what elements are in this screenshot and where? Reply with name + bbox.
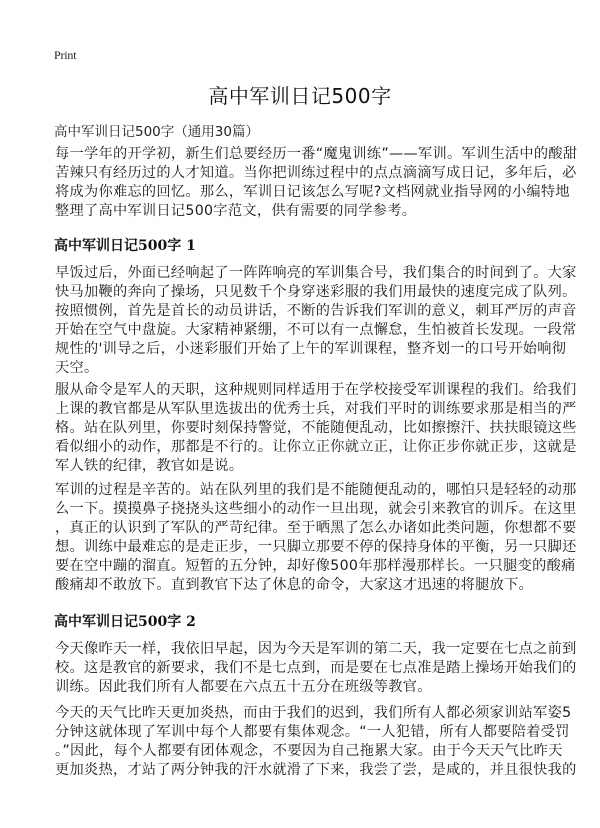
document-title: 高中军训日记500字 — [208, 84, 392, 108]
section-2-paragraph-1 — [55, 640, 577, 697]
text-line: 。”因此，每个人都要有团体观念，不要因为自己拖累大家。由于今天天气比昨天 — [55, 743, 563, 759]
section-1-paragraph-2 — [55, 381, 577, 476]
section-heading-1: 高中军训日记500字 1 — [54, 238, 196, 254]
text-line: 校。这是教官的新要求，我们不是七点到，而是要在七点准是踏上操场开始我们的 — [55, 660, 577, 676]
text-line: 苦辣只有经历过的人才知道。当你把训练过程中的点点滴滴写成日记，多年后，必 — [55, 165, 577, 181]
print-label: Print — [54, 48, 77, 62]
text-line: 更加炎热，才站了两分钟我的汗水就滑了下来，我尝了尝，是咸的，并且很快我的 — [55, 762, 577, 778]
text-line: 快马加鞭的奔向了操场，只见数千个身穿迷彩服的我们用最快的速度完成了队列。 — [55, 284, 577, 300]
section-1-paragraph-1 — [55, 264, 577, 378]
text-line: 格。站在队列里，你要时刻保持警觉，不能随便乱动，比如擦擦汗、扶扶眼镜这些 — [55, 420, 577, 436]
text-line: 开始在空气中盘旋。大家精神紧绷，不可以有一点懈怠，生怕被首长发现。一段常 — [55, 322, 577, 338]
text-line: 军人铁的纪律，教官如是说。 — [55, 458, 244, 474]
text-line: 整理了高中军训日记500字范文，供有需要的同学参考。 — [55, 203, 417, 219]
text-line: 么一下。摸摸鼻子挠挠头这些细小的动作一旦出现，就会引来教官的训斥。在这里 — [55, 501, 577, 517]
text-line: 想。训练中最难忘的是走正步，一只脚立那要不停的保持身体的平衡，另一只脚还 — [55, 539, 577, 555]
text-line: 上课的教官都是从军队里选拔出的优秀士兵，对我们平时的训练要求那是相当的严 — [55, 401, 577, 417]
text-line: 训练。因此我们所有人都要在六点五十五分在班级等教官。 — [55, 679, 432, 695]
text-line: 规性的'训导之后，小迷彩服们开始了上午的军训课程，整齐划一的口号开始响彻 — [55, 341, 567, 357]
section-1-paragraph-3 — [55, 481, 577, 595]
text-line: ，真正的认识到了军队的严苛纪律。至于晒黑了怎么办诸如此类问题，你想都不要 — [55, 520, 577, 536]
text-line: 分钟这就体现了军训中每个人都要有集体观念。“一人犯错，所有人都要陪着受罚 — [55, 724, 570, 740]
text-line: 看似细小的动作，那都是不行的。让你立正你就立正，让你正步你就正步，这就是 — [55, 439, 577, 455]
text-line: 天空。 — [55, 360, 99, 376]
text-line: 将成为你难忘的回忆。那么，军训日记该怎么写呢?文档网就业指导网的小编特地 — [55, 184, 570, 200]
text-line: 酸痛却不敢放下。直到教官下达了休息的命令，大家这才迅速的将腿放下。 — [55, 577, 534, 593]
document-subtitle: 高中军训日记500字（通用30篇） — [54, 124, 259, 140]
section-2-paragraph-2 — [55, 704, 577, 780]
text-line: 每一学年的开学初，新生们总要经历一番“魔鬼训练”——军训。军训生活中的酸甜 — [55, 146, 578, 162]
text-line: 今天像昨天一样，我依旧早起，因为今天是军训的第二天，我一定要在七点之前到 — [55, 641, 577, 657]
text-line: 军训的过程是辛苦的。站在队列里的我们是不能随便乱动的，哪怕只是轻轻的动那 — [55, 482, 577, 498]
text-line: 按照惯例，首先是首长的动员讲话，不断的告诉我们军训的意义，刺耳严厉的声音 — [55, 303, 577, 319]
text-line: 要在空中蹦的溜直。短暂的五分钟，却好像500年那样漫那样长。一只腿变的酸痛 — [55, 558, 576, 574]
intro-paragraph — [55, 145, 578, 221]
text-line: 服从命令是军人的天职，这种规则同样适用于在学校接受军训课程的我们。给我们 — [55, 382, 577, 398]
section-heading-2: 高中军训日记500字 2 — [54, 614, 196, 630]
text-line: 早饭过后，外面已经响起了一阵阵响亮的军训集合号，我们集合的时间到了。大家 — [55, 265, 577, 281]
text-line: 今天的天气比昨天更加炎热，而由于我们的迟到，我们所有人都必须家训站军姿5 — [55, 705, 572, 721]
